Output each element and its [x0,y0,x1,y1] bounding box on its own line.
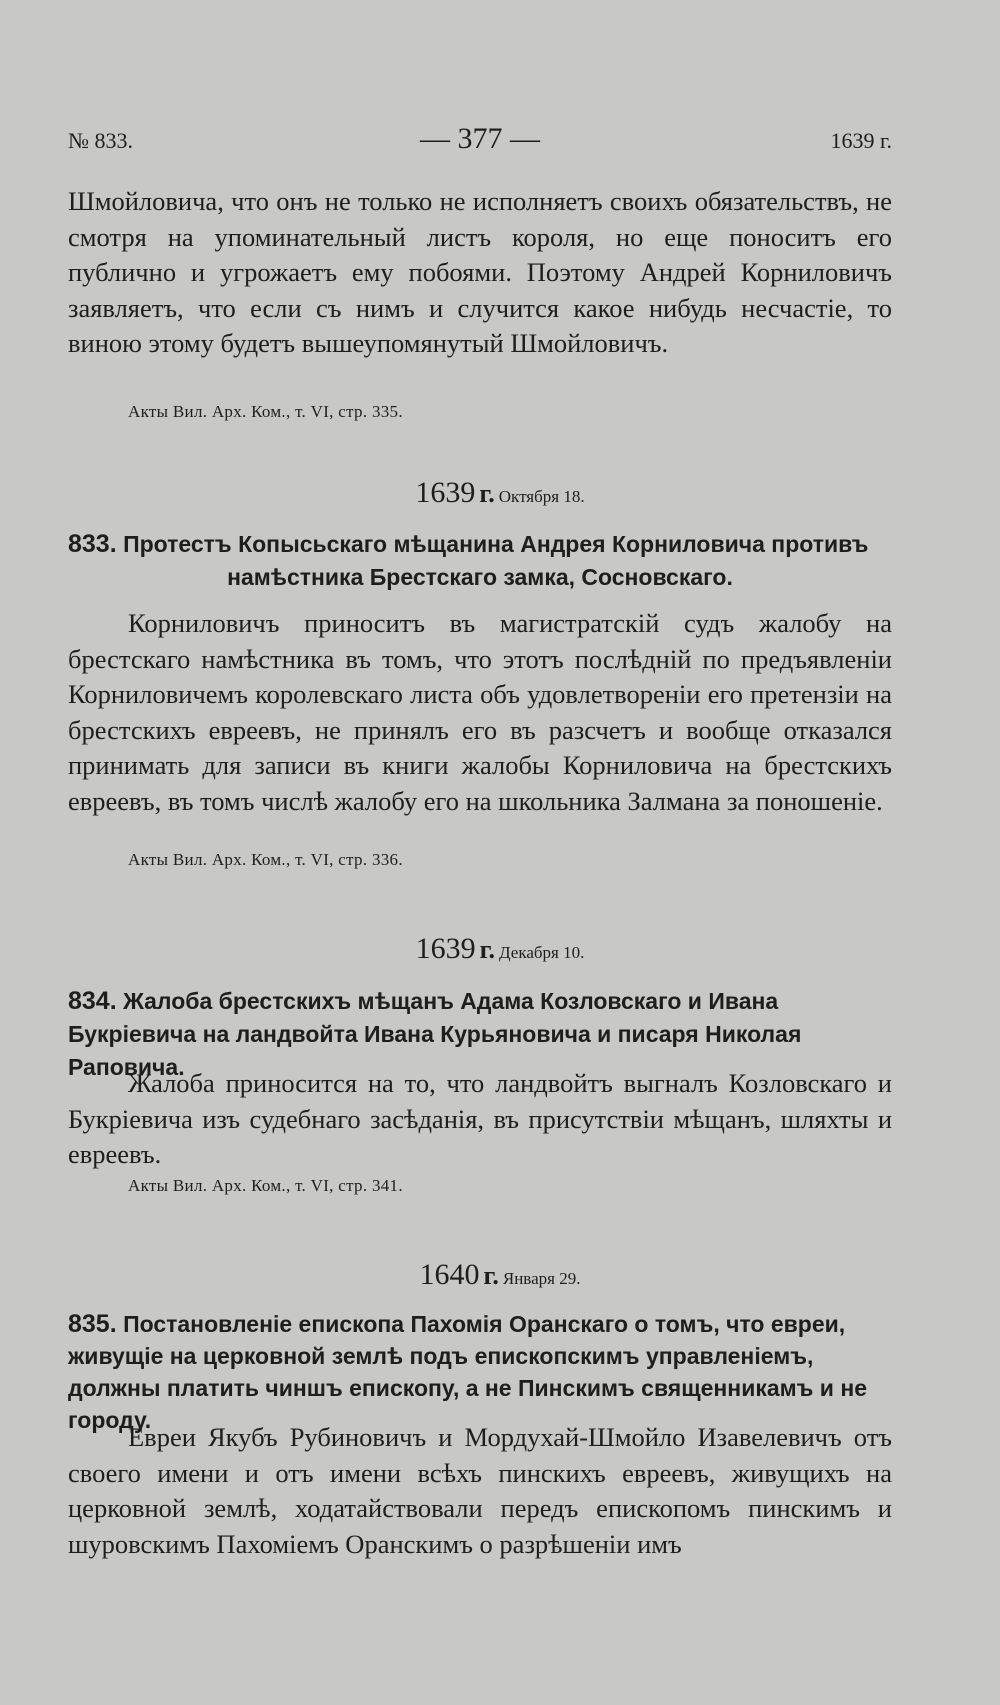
entry-834-g: г. [479,935,495,964]
page-number: — 377 — [420,122,540,155]
entry-833-text: Корниловичъ приноситъ въ магистратскій судъ жалобу на брестскаго намѣстника въ томъ, что этотъ послѣдній по предъявленіи Корниловичемъ королевскаго листа объ удовлетвореніи его претензіи на брестскихъ евреевъ, не принялъ его въ разсчетъ и вообще отказался принимать для записи въ книги жалобы Корниловича на брестскихъ евреевъ, въ томъ числѣ жалобу его на школьника Залмана за поношеніе. [68,608,892,816]
entry-834-number: 834. [68,987,117,1015]
entry-833-title-line2: намѣстника Брестскаго замка, Сосновскаго. [227,564,733,590]
entry-834-year: 1639 [415,932,476,965]
entry-835-text: Евреи Якубъ Рубиновичъ и Мордухай-Шмойло Изавелевичъ отъ своего имени и отъ имени всѣхъ пинскихъ евреевъ, живущихъ на церковной землѣ, ходатайствовали передъ епископомъ пинскимъ и шуровскимъ Пахоміемъ Оранскимъ о разрѣшеніи имъ [68,1422,892,1559]
entry-835-date [0,1258,1000,1292]
document-number: № 833. [68,128,133,153]
entry-833-day: Октября 18. [498,487,585,506]
entry-833-number: 833. [68,530,117,558]
entry-835-heading [68,1308,892,1436]
entry-833-date [0,476,1000,510]
entry-833-source: Акты Вил. Арх. Ком., т. VI, стр. 336. [128,850,403,869]
entry-833-heading [68,528,892,594]
entry-834-source: Акты Вил. Арх. Ком., т. VI, стр. 341. [128,1176,403,1195]
header-year: 1639 г. [830,128,892,153]
entry-834-date [0,932,1000,966]
entry-835-number: 835. [68,1310,117,1338]
entry-834-text: Жалоба приносится на то, что ландвойтъ выгналъ Козловскаго и Букріевича изъ судебнаго засѣданія, въ присутствіи мѣщанъ, шляхты и евреевъ. [68,1068,892,1169]
entry-835-day: Января 29. [502,1269,581,1288]
entry-833-title-line1: Протестъ Копысьскаго мѣщанина Андрея Корниловича противъ [123,531,869,557]
running-header [68,122,892,162]
intro-source: Акты Вил. Арх. Ком., т. VI, стр. 335. [128,402,403,421]
entry-833-g: г. [479,479,495,508]
entry-835-g: г. [483,1261,499,1290]
entry-835-year: 1640 [419,1258,480,1291]
entry-835-title: Постановленіе епископа Пахомія Оранскаго о томъ, что евреи, живущіе на церковной землѣ подъ епископскимъ управленіемъ, должны платить чиншъ епископу, а не Пинскимъ священникамъ и не городу. [68,1311,868,1433]
intro-paragraph: Шмойловича, что онъ не только не исполняетъ своихъ обязательствъ, не смотря на упоминательный листъ короля, но еще поноситъ его публично и угрожаетъ ему побоями. Поэтому Андрей Корниловичъ заявляетъ, что если съ нимъ и случится какое нибудь несчастіе, то виною этому будетъ вышеупомянутый Шмойловичъ. [68,186,892,358]
entry-834-title: Жалоба брестскихъ мѣщанъ Адама Козловскаго и Ивана Букріевича на ландвойта Ивана Курьяновича и писаря Николая Раповича. [68,988,802,1080]
entry-833-year: 1639 [415,476,476,509]
entry-834-day: Декабря 10. [499,943,585,962]
